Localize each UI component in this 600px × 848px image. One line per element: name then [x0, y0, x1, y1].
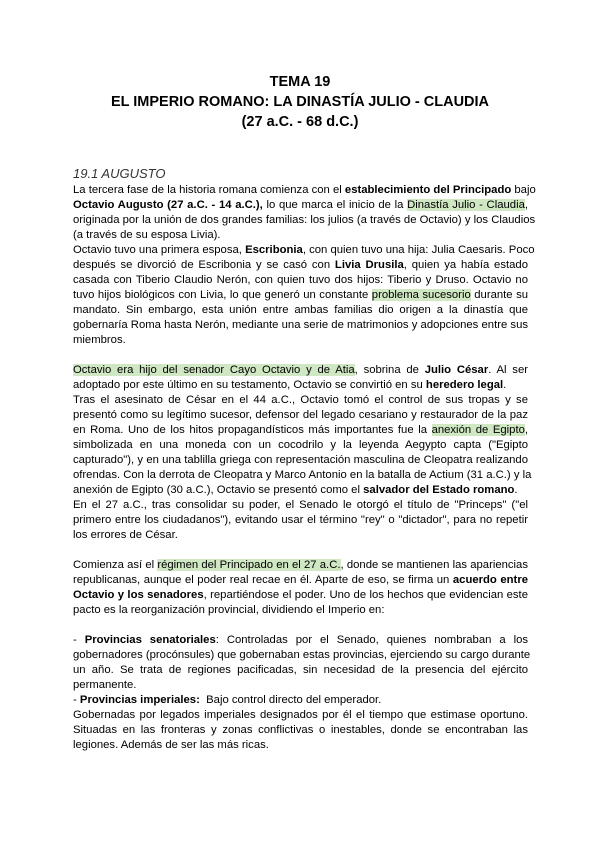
- bold-text: salvador del Estado romano: [363, 484, 515, 496]
- paragraph-line: primero entre los ciudadanos"), evitando usar el término "rey" o "dictador", para no repetir: [73, 514, 528, 526]
- text-run: adoptado por este último en su testamento, Octavio se convirtió en su: [73, 379, 426, 391]
- paragraph-line: originada por la unión de dos grandes familias: los julios (a través de Octavio) y los Claudios: [73, 214, 536, 226]
- section-heading: 19.1 AUGUSTO: [73, 166, 166, 181]
- paragraph-line: En el 27 a.C., tras consolidar su poder, el Senado le otorgó el título de "Princeps" ("el: [73, 499, 528, 511]
- text-run: , sobrina de: [354, 364, 425, 376]
- bold-text: Octavio Augusto (27 a.C. - 14 a.C.),: [73, 199, 263, 211]
- paragraph-line: [73, 378, 528, 393]
- text-run: .: [503, 379, 507, 391]
- bold-text: heredero legal: [425, 379, 504, 391]
- highlight: régimen del Principado en el 27 a.C.: [157, 559, 341, 571]
- text-run: lo que marca el inicio de la: [262, 199, 408, 211]
- paragraph-line: ofrendas. Con la derrota de Cleopatra y Marco Antonio en la batalla de Actium (31 a.C.) y la: [73, 469, 532, 481]
- bold-text: Escribonia: [245, 244, 303, 256]
- paragraph-line: Situadas en las fronteras y zonas conflictivas o inestables, donde se encontraban las: [73, 724, 528, 736]
- paragraph-line: [73, 483, 528, 498]
- paragraph-line: [73, 633, 528, 648]
- doc-title-line-2: EL IMPERIO ROMANO: LA DINASTÍA JULIO - CLAUDIA: [110, 94, 490, 110]
- text-run: durante su: [470, 289, 528, 301]
- bold-text: Livia Drusila: [334, 259, 404, 271]
- text-run: ,: [524, 199, 529, 211]
- highlight: problema sucesorio: [371, 289, 471, 301]
- text-run: Comienza así el: [73, 559, 158, 571]
- text-run: -: [73, 694, 80, 706]
- paragraph-line: miembros.: [73, 334, 126, 346]
- paragraph-line: mandato. Sin embargo, esta unión entre ambas familias dio origen a la dinastía que: [73, 304, 528, 316]
- text-run: , con quien tuvo una hija: Julia Caesaris. Poco: [302, 244, 535, 256]
- text-run: ,: [524, 424, 529, 436]
- paragraph-line: [73, 258, 528, 273]
- paragraph-line: permanente.: [73, 679, 137, 691]
- paragraph-line: pacto es la reorganización provincial, dividiendo el Imperio en:: [73, 604, 385, 616]
- paragraph-line: [73, 573, 528, 588]
- paragraph-line: gobernaría Roma hasta Nerón, mediante una serie de matrimonios y adopciones entre sus: [73, 319, 528, 331]
- paragraph-line: legiones. Además de ser las más ricas.: [73, 739, 269, 751]
- paragraph-line: casada con Tiberio Claudio Nerón, con quien tuvo dos hijos: Tiberio y Druso. Octavio no: [73, 274, 528, 286]
- paragraph-line: [73, 558, 528, 573]
- text-run: Bajo control directo del emperador.: [199, 694, 382, 706]
- text-run: tuvo hijos biológicos con Livia, lo que generó un constante: [73, 289, 372, 301]
- paragraph-line: (a través de su esposa Livia).: [73, 229, 221, 241]
- paragraph-line: presentó como su legítimo sucesor, defensor del legado cesariano y restaurador de la paz: [73, 409, 528, 421]
- bold-text: acuerdo entre: [452, 574, 528, 586]
- text-run: , repartiéndose el poder. Uno de los hechos que evidencian este: [203, 589, 528, 601]
- text-run: anexión de Egipto (30 a.C.), Octavio se presentó como el: [73, 484, 364, 496]
- paragraph-line: Tras el asesinato de César en el 44 a.C., Octavio tomó el control de sus tropas y se: [73, 394, 528, 406]
- text-run: La tercera fase de la historia romana comienza con el: [73, 184, 345, 196]
- paragraph-line: [73, 198, 528, 213]
- paragraph-line: Gobernadas por legados imperiales designados por él el tiempo que estimase oportuno.: [73, 709, 528, 721]
- doc-title-line-1: TEMA 19: [269, 74, 331, 90]
- text-run: republicanas, aunque el poder real recae en él. Aparte de eso, se firma un: [73, 574, 453, 586]
- bold-text: Octavio y los senadores: [73, 589, 204, 601]
- text-run: : Controladas por el Senado, quienes nombraban a los: [215, 634, 529, 646]
- paragraph-line: [73, 693, 528, 708]
- paragraph-line: [73, 363, 528, 378]
- text-run: Octavio tuvo una primera esposa,: [73, 244, 246, 256]
- paragraph-line: un año. Se trata de regiones pacificadas, sin necesidad de la presencia del ejército: [73, 664, 528, 676]
- highlight: Dinastía Julio - Claudia: [407, 199, 525, 211]
- paragraph-line: [73, 423, 528, 438]
- doc-title-line-3: (27 a.C. - 68 d.C.): [241, 114, 359, 130]
- bold-text: Julio César: [424, 364, 489, 376]
- highlight: Octavio era hijo del senador Cayo Octavio y de Atia: [73, 364, 355, 376]
- bold-text: establecimiento del Principado: [344, 184, 512, 196]
- text-run: bajo: [511, 184, 536, 196]
- text-run: , quien ya había estado: [403, 259, 528, 271]
- text-run: .: [514, 484, 518, 496]
- paragraph-line: [73, 183, 536, 198]
- paragraph-line: [73, 288, 528, 303]
- paragraph-line: [73, 243, 535, 258]
- text-run: en Roma. Uno de los hitos propagandísticos más importantes fue la: [73, 424, 432, 436]
- paragraph-line: gobernadores (procónsules) que gobernaban estas provincias, ejerciendo su cargo durante: [73, 649, 531, 661]
- text-run: después se divorció de Escribonia y se casó con: [73, 259, 335, 271]
- highlight: anexión de Egipto: [431, 424, 525, 436]
- paragraph-line: capturado"), y en una tablilla griega con representación masculina de Cleopatra realizando: [73, 454, 528, 466]
- paragraph-line: los errores de César.: [73, 529, 178, 541]
- paragraph-line: simbolizada en una moneda con un cocodrilo y la leyenda Aegypto capta ("Egipto: [73, 439, 528, 451]
- text-run: , donde se mantienen las apariencias: [340, 559, 528, 571]
- text-run: -: [73, 634, 85, 646]
- bold-text: Provincias senatoriales: [84, 634, 216, 646]
- paragraph-line: [73, 588, 528, 603]
- bold-text: Provincias imperiales:: [79, 694, 200, 706]
- text-run: . Al ser: [488, 364, 529, 376]
